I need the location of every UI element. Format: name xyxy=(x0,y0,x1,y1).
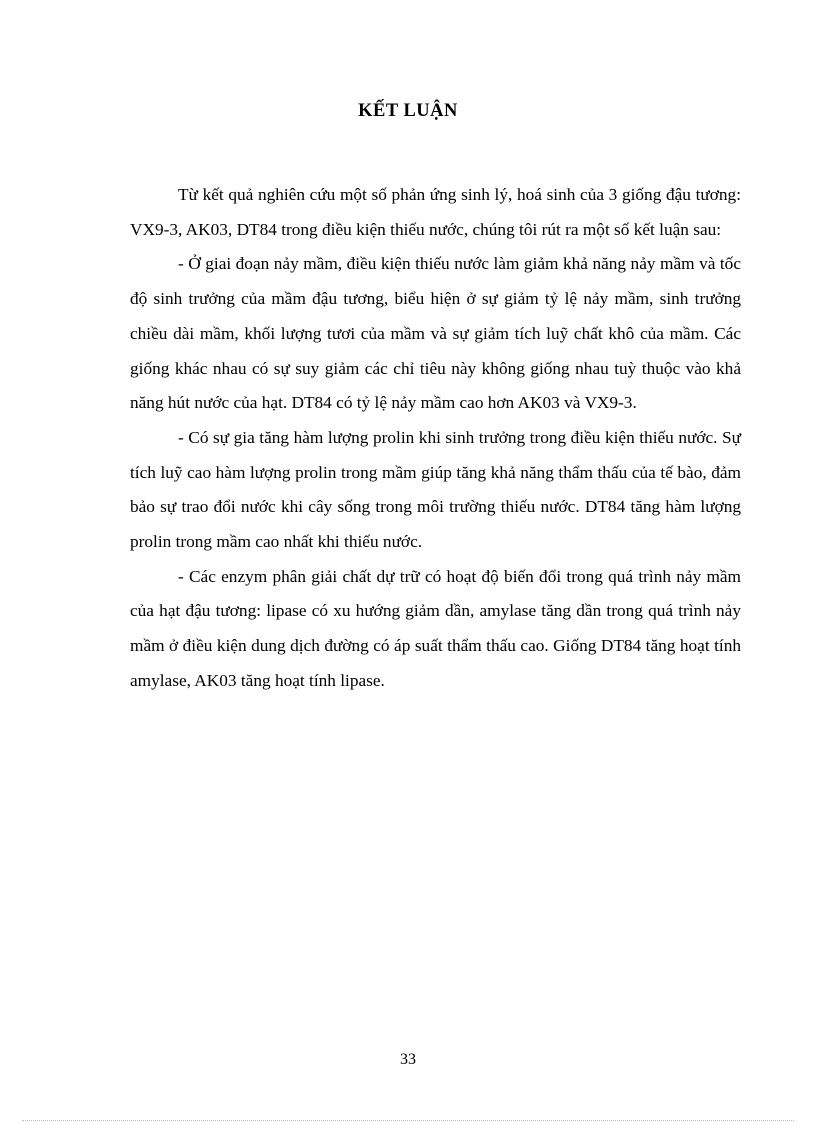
body-text xyxy=(130,178,741,699)
footer-divider xyxy=(22,1120,794,1121)
page-number: 33 xyxy=(400,1051,416,1068)
intro-paragraph: Từ kết quả nghiên cứu một số phản ứng sinh lý, hoá sinh của 3 giống đậu tương: VX9-3, AK03, DT84 trong điều kiện thiếu nước, chúng tôi rút ra một số kết luận sau: xyxy=(130,185,741,239)
conclusion-germination-paragraph: - Ở giai đoạn nảy mầm, điều kiện thiếu nước làm giảm khả năng nảy mầm và tốc độ sinh trưởng của mầm đậu tương, biểu hiện ở sự giảm tỷ lệ nảy mầm, sinh trưởng chiều dài mầm, khối lượng tươi của mầm và sự giảm tích luỹ chất khô của mầm. Các giống khác nhau có sự suy giảm các chỉ tiêu này không giống nhau tuỳ thuộc vào khả năng hút nước của hạt. DT84 có tỷ lệ nảy mầm cao hơn AK03 và VX9-3. xyxy=(130,254,741,413)
conclusion-enzyme-paragraph: - Các enzym phân giải chất dự trữ có hoạt độ biến đổi trong quá trình nảy mầm của hạt đậu tương: lipase có xu hướng giảm dần, amylase tăng dần trong quá trình nảy mầm ở điều kiện dung dịch đường có áp suất thẩm thấu cao. Giống DT84 tăng hoạt tính amylase, AK03 tăng hoạt tính lipase. xyxy=(130,566,741,690)
conclusion-prolin-paragraph: - Có sự gia tăng hàm lượng prolin khi sinh trưởng trong điều kiện thiếu nước. Sự tích luỹ cao hàm lượng prolin trong mầm giúp tăng khả năng thẩm thấu của tế bào, đảm bảo sự trao đổi nước khi cây sống trong môi trường thiếu nước. DT84 tăng hàm lượng prolin trong mầm cao nhất khi thiếu nước. xyxy=(130,427,741,552)
page-title: KẾT LUẬN xyxy=(358,101,458,121)
